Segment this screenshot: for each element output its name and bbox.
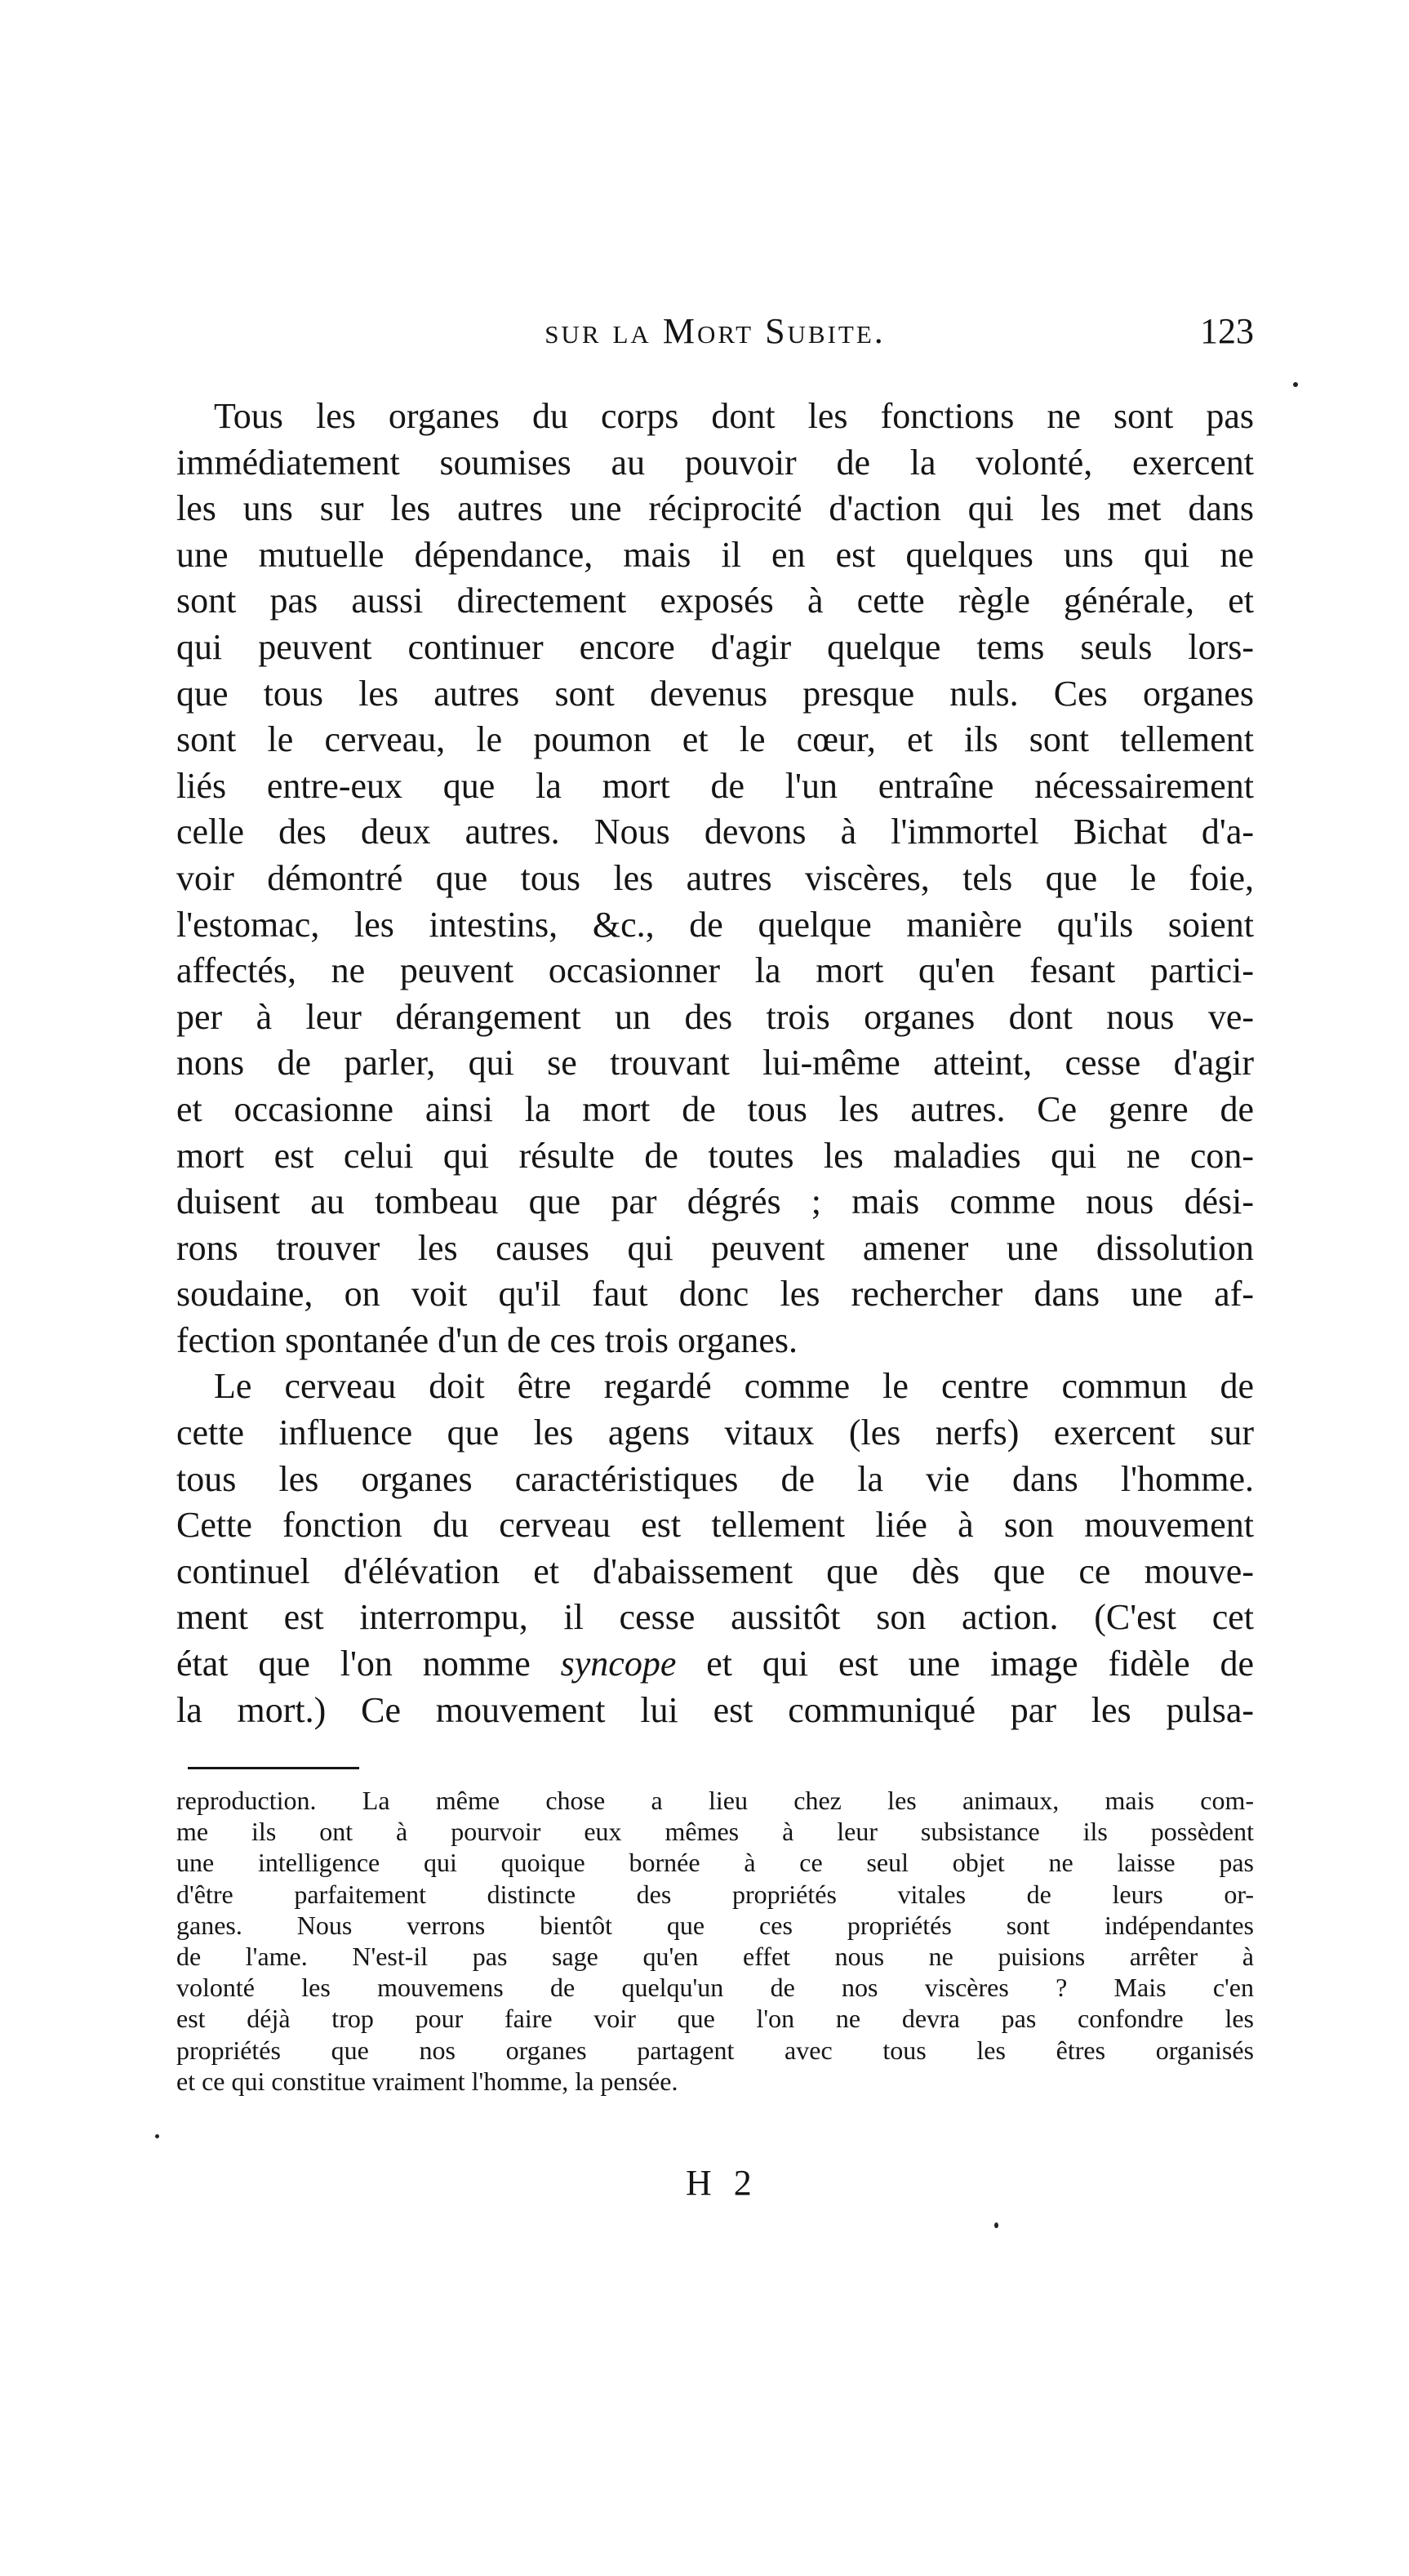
footnote-line: de l'ame. N'est-il pas sage qu'en effet nous ne puisions arrêter à xyxy=(176,1941,1254,1971)
text-line: la mort.) Ce mouvement lui est communiqué par les pulsa- xyxy=(176,1689,1254,1730)
text-line: nons de parler, qui se trouvant lui-même atteint, cesse d'agir xyxy=(176,1043,1254,1083)
footnote-line: me ils ont à pourvoir eux mêmes à leur subsistance ils possèdent xyxy=(176,1817,1254,1847)
text-line: cette influence que les agens vitaux (les nerfs) exercent sur xyxy=(176,1413,1254,1453)
footnote-line: propriétés que nos organes partagent avec tous les êtres organisés xyxy=(176,2035,1254,2065)
footnote-line: une intelligence qui quoique bornée à ce seul objet ne laisse pas xyxy=(176,1848,1254,1878)
text-line: continuel d'élévation et d'abaissement que dès que ce mouve- xyxy=(176,1550,1254,1591)
main-text xyxy=(176,394,1254,1733)
footnote-line: est déjà trop pour faire voir que l'on ne devra pas confondre les xyxy=(176,2004,1254,2034)
ink-speck xyxy=(1293,382,1298,387)
running-title: sur la Mort Subite. xyxy=(544,311,886,351)
text-line: voir démontré que tous les autres viscères, tels que le foie, xyxy=(176,857,1254,898)
page-number: 123 xyxy=(1200,311,1254,351)
footnote-line: reproduction. La même chose a lieu chez les animaux, mais com- xyxy=(176,1786,1254,1815)
text-line: sont le cerveau, le poumon et le cœur, et ils sont tellement xyxy=(176,719,1254,760)
italic-term: syncope xyxy=(560,1644,677,1684)
text-line: Le cerveau doit être regardé comme le centre commun de xyxy=(214,1366,1254,1407)
footnote-line: volonté les mouvemens de quelqu'un de nos viscères ? Mais c'en xyxy=(176,1973,1254,2003)
running-head xyxy=(176,310,1254,359)
text-line: tous les organes caractéristiques de la vie dans l'homme. xyxy=(176,1458,1254,1499)
text-segment: état que l'on nomme xyxy=(176,1644,531,1684)
text-line: l'estomac, les intestins, &c., de quelque manière qu'ils soient xyxy=(176,904,1254,945)
text-line: soudaine, on voit qu'il faut donc les rechercher dans une af- xyxy=(176,1274,1254,1315)
signature-mark: H 2 xyxy=(686,2163,758,2203)
text-line: duisent au tombeau que par dégrés ; mais comme nous dési- xyxy=(176,1181,1254,1222)
text-line: les uns sur les autres une réciprocité d'action qui les met dans xyxy=(176,488,1254,529)
text-line: immédiatement soumises au pouvoir de la volonté, exercent xyxy=(176,442,1254,483)
text-line: sont pas aussi directement exposés à cette règle générale, et xyxy=(176,581,1254,621)
text-line: ment est interrompu, il cesse aussitôt son action. (C'est cet xyxy=(176,1597,1254,1638)
text-line: Cette fonction du cerveau est tellement liée à son mouvement xyxy=(176,1505,1254,1546)
text-line: celle des deux autres. Nous devons à l'immortel Bichat d'a- xyxy=(176,812,1254,852)
text-line: liés entre-eux que la mort de l'un entraîne nécessairement xyxy=(176,765,1254,806)
footnote-line: et ce qui constitue vraiment l'homme, la pensée. xyxy=(176,2066,678,2096)
text-segment: et qui est une image fidèle de xyxy=(706,1644,1255,1684)
text-line: per à leur dérangement un des trois organes dont nous ve- xyxy=(176,996,1254,1037)
ink-speck xyxy=(155,2134,159,2138)
text-line: une mutuelle dépendance, mais il en est quelques uns qui ne xyxy=(176,534,1254,575)
text-line: qui peuvent continuer encore d'agir quelque tems seuls lors- xyxy=(176,626,1254,667)
text-line: fection spontanée d'un de ces trois organes. xyxy=(176,1319,798,1360)
text-line-with-italic xyxy=(176,1641,1254,1688)
ink-speck xyxy=(994,2222,998,2228)
footnote-line: d'être parfaitement distincte des propriétés vitales de leurs or- xyxy=(176,1879,1254,1909)
text-line: que tous les autres sont devenus presque nuls. Ces organes xyxy=(176,673,1254,714)
footnote-rule xyxy=(188,1767,359,1769)
text-line: et occasionne ainsi la mort de tous les autres. Ce genre de xyxy=(176,1088,1254,1129)
text-line: rons trouver les causes qui peuvent amener une dissolution xyxy=(176,1227,1254,1268)
footnote-line: ganes. Nous verrons bientôt que ces propriétés sont indépendantes xyxy=(176,1910,1254,1940)
footnote xyxy=(176,1785,1254,2097)
text-line: mort est celui qui résulte de toutes les maladies qui ne con- xyxy=(176,1135,1254,1176)
text-line: Tous les organes du corps dont les fonctions ne sont pas xyxy=(214,396,1254,436)
text-line: affectés, ne peuvent occasionner la mort qu'en fesant partici- xyxy=(176,950,1254,991)
